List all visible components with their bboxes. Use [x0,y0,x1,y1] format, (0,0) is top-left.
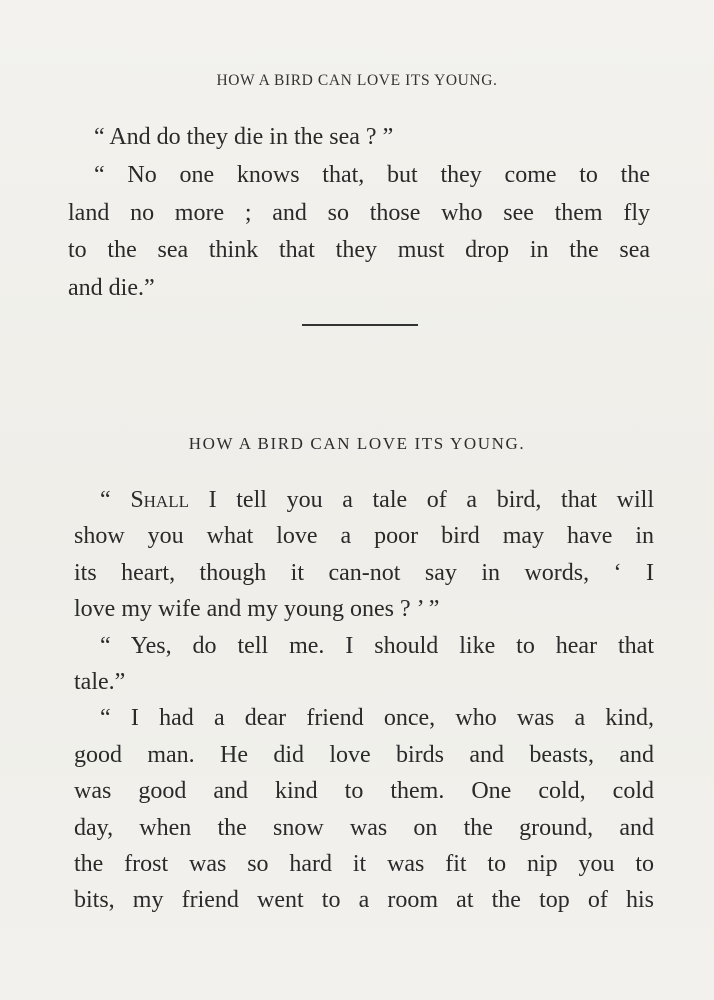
text-line: day, when the snow was on the ground, and [74,814,654,841]
text-line: the frost was so hard it was fit to nip you to [74,851,654,878]
text-line: bits, my friend went to a room at the top of his [74,887,654,914]
opening-quote: “ [100,487,131,513]
running-head: HOW A BIRD CAN LOVE ITS YOUNG. [216,72,498,89]
text-line: “ Yes, do tell me. I should like to hear that [100,632,654,659]
text-line: land no more ; and so those who see them fly [68,199,650,226]
text-line: its heart, though it can-not say in words, ‘ I [74,559,654,586]
opening-word: Shall [130,487,189,513]
text-line: and die.” [68,275,155,302]
opening-rest: I tell you a tale of a bird, that will [188,487,655,513]
text-line: “ I had a dear friend once, who was a kind, [100,705,654,732]
text-line: love my wife and my young ones ? ’ ” [74,596,440,623]
text-line: “ No one knows that, but they come to the [94,161,650,188]
text-line: “ And do they die in the sea ? ” [94,124,394,150]
story-text-block [74,482,654,919]
text-line [74,482,654,518]
text-line: was good and kind to them. One cold, cold [74,778,654,805]
section-title: HOW A BIRD CAN LOVE ITS YOUNG. [188,434,526,453]
section-divider [302,324,418,326]
text-line: good man. He did love birds and beasts, and [74,741,654,768]
text-line: show you what love a poor bird may have in [74,523,654,550]
text-line: tale.” [74,669,126,696]
text-line: to the sea think that they must drop in the sea [68,237,650,264]
top-text-block [68,119,650,308]
